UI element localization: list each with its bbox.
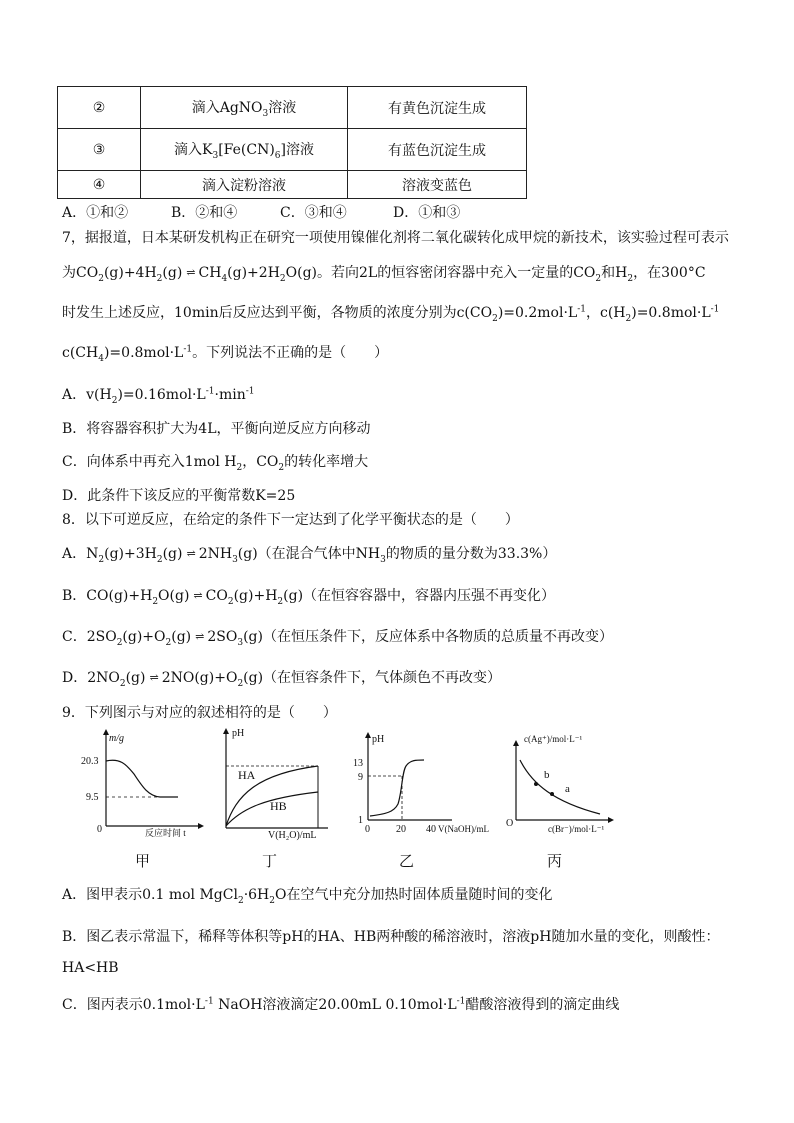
- y-axis-label: c(Ag⁺)/mol·L⁻¹: [524, 734, 583, 744]
- point-label-a: a: [565, 783, 570, 795]
- table-row: [58, 171, 527, 199]
- arrow-icon: [513, 740, 519, 746]
- q7-stem-line1: 7，据报道，日本某研发机构正在研究一项使用镍催化剂将二氧化碳转化成甲烷的新技术，该实验过程可表示: [62, 230, 729, 246]
- caption-yi: 乙: [399, 852, 415, 870]
- tick-label-9: 9: [358, 772, 363, 783]
- x-axis-label: c(Br⁻)/mol·L⁻¹: [548, 824, 605, 834]
- point-a: [550, 792, 554, 796]
- x-axis-label: V(H₂O)/mL: [268, 830, 317, 841]
- q8-option-b: B．$CO(g)+H_2O(g)$ ⇌ $CO_2(g)+H_2(g)$（在恒容容器中，容器内压强不再变化）: [62, 588, 556, 607]
- table-row: [58, 87, 527, 129]
- q8-option-d: D．$2NO_2(g)$ ⇌ $2NO(g)+O_2(g)$（在恒容条件下，气体颜色不再改变）: [62, 670, 502, 689]
- row-result: 溶液变蓝色: [348, 171, 527, 199]
- tick-label-9-5: 9.5: [86, 792, 99, 803]
- tick-label-20-3: 20.3: [81, 756, 99, 767]
- q9-option-a: A．图甲表示0.1 mol $MgCl_2\cdot 6H_2O$在空气中充分加热时固体质量随时间的变化: [62, 887, 553, 906]
- arrow-icon: [198, 823, 204, 829]
- q9-option-b-line1: B．图乙表示常温下，稀释等体积等pH的HA、HB两种酸的稀溶液时，溶液pH随加水量的变化，则酸性：: [62, 929, 720, 945]
- caption-bing: 丙: [547, 852, 563, 870]
- curve-label-ha: HA: [238, 768, 256, 782]
- origin-label: 0: [97, 824, 102, 835]
- reversible-arrow-icon: ⇌: [149, 671, 158, 684]
- q8-option-c: C．$2SO_2(g)+O_2(g)$ ⇌ $2SO_3(g)$（在恒压条件下，反应体系中各物质的总质量不再改变）: [62, 629, 613, 648]
- y-axis-label: pH: [232, 728, 245, 739]
- arrow-icon: [365, 732, 371, 738]
- tick-label-x20: 20: [396, 824, 406, 835]
- caption-ding: 丁: [262, 852, 278, 870]
- q7-option-a: A．$v(H_2)=0.16mol\cdot L^{-1}\cdot\min^{-1}$: [62, 386, 255, 406]
- figure-ding: [222, 724, 342, 842]
- point-label-b: b: [544, 769, 550, 781]
- q9-option-c: C．图丙表示$0.1mol\cdot L^{-1}$ NaOH溶液滴定20.00mL $0.10mol\cdot L^{-1}$醋酸溶液得到的滴定曲线: [62, 996, 620, 1013]
- q6-option-a: A．①和②: [62, 205, 129, 221]
- q6-option-d: D．①和③: [393, 205, 461, 221]
- reversible-arrow-icon: ⇌: [186, 547, 195, 560]
- tick-label-1: 1: [358, 815, 363, 826]
- row-number: ④: [58, 171, 141, 199]
- row-operation: 滴入AgNO$_3$溶液: [141, 87, 348, 129]
- row-result: 有蓝色沉淀生成: [348, 129, 527, 171]
- q7-stem-line2: 为$CO_2(g)+4H_2(g)$ ⇌ $CH_4(g)+2H_2O(g)$。若向2L的恒容密闭容器中充入一定量的$CO_2$和$H_2$，在300°C: [62, 265, 706, 284]
- x-axis-label: 反应时间 t: [145, 828, 186, 838]
- row-result: 有黄色沉淀生成: [348, 87, 527, 129]
- q7-option-c: C．向体系中再充入1mol $H_2$，$CO_2$的转化率增大: [62, 454, 369, 473]
- solubility-curve: [520, 760, 600, 814]
- tick-label-x0: 0: [365, 824, 370, 835]
- experiment-table: [57, 86, 527, 199]
- origin-label: O: [506, 818, 514, 829]
- reversible-arrow-icon: ⇌: [193, 589, 202, 602]
- y-axis-label: m/g: [109, 733, 124, 744]
- q6-option-c: C．③和④: [280, 205, 347, 221]
- q9-option-b-line2: HA<HB: [62, 960, 119, 976]
- q6-option-b: B．②和④: [171, 205, 238, 221]
- row-operation: 滴入淀粉溶液: [141, 171, 348, 199]
- q7-option-d: D．此条件下该反应的平衡常数K=25: [62, 488, 296, 504]
- row-number: ③: [58, 129, 141, 171]
- tick-label-13: 13: [353, 758, 363, 769]
- tick-label-x40: 40: [426, 824, 436, 835]
- q8-stem: 8．以下可逆反应，在给定的条件下一定达到了化学平衡状态的是（ ）: [62, 512, 519, 528]
- row-operation: 滴入$K_3[Fe(CN)_6]$溶液: [141, 129, 348, 171]
- q7-option-b: B．将容器容积扩大为4L，平衡向逆反应方向移动: [62, 421, 371, 437]
- x-axis-label: V(NaOH)/mL: [438, 824, 489, 834]
- reversible-arrow-icon: ⇌: [195, 630, 204, 643]
- caption-jia: 甲: [135, 852, 151, 870]
- q8-option-a: A．$N_2(g)+3H_2(g)$ ⇌ $2NH_3(g)$（在混合气体中$NH_3$的物质的量分数为33.3%）: [62, 546, 557, 565]
- q9-stem: 9．下列图示与对应的叙述相符的是（ ）: [62, 705, 337, 721]
- reversible-arrow-icon: ⇌: [186, 266, 195, 279]
- mass-curve: [106, 760, 178, 797]
- point-b: [534, 782, 538, 786]
- table-row: [58, 129, 527, 171]
- y-axis-label: pH: [372, 734, 385, 745]
- figure-jia: [78, 728, 208, 838]
- figure-bing: [506, 728, 634, 838]
- curve-label-hb: HB: [270, 799, 287, 813]
- q7-stem-line3: 时发生上述反应，10min后反应达到平衡，各物质的浓度分别为$c(CO_2)=0.2mol\cdot L^{-1}$，$c(H_2)=0.8mol\cdot L^{-1}$: [62, 304, 720, 324]
- row-number: ②: [58, 87, 141, 129]
- arrow-icon: [608, 817, 614, 823]
- titration-curve: [370, 760, 424, 816]
- figure-yi: [352, 728, 502, 838]
- q7-stem-line4: $c(CH_4)=0.8mol\cdot L^{-1}$。下列说法不正确的是（ ）: [62, 344, 389, 364]
- arrow-icon: [223, 728, 229, 734]
